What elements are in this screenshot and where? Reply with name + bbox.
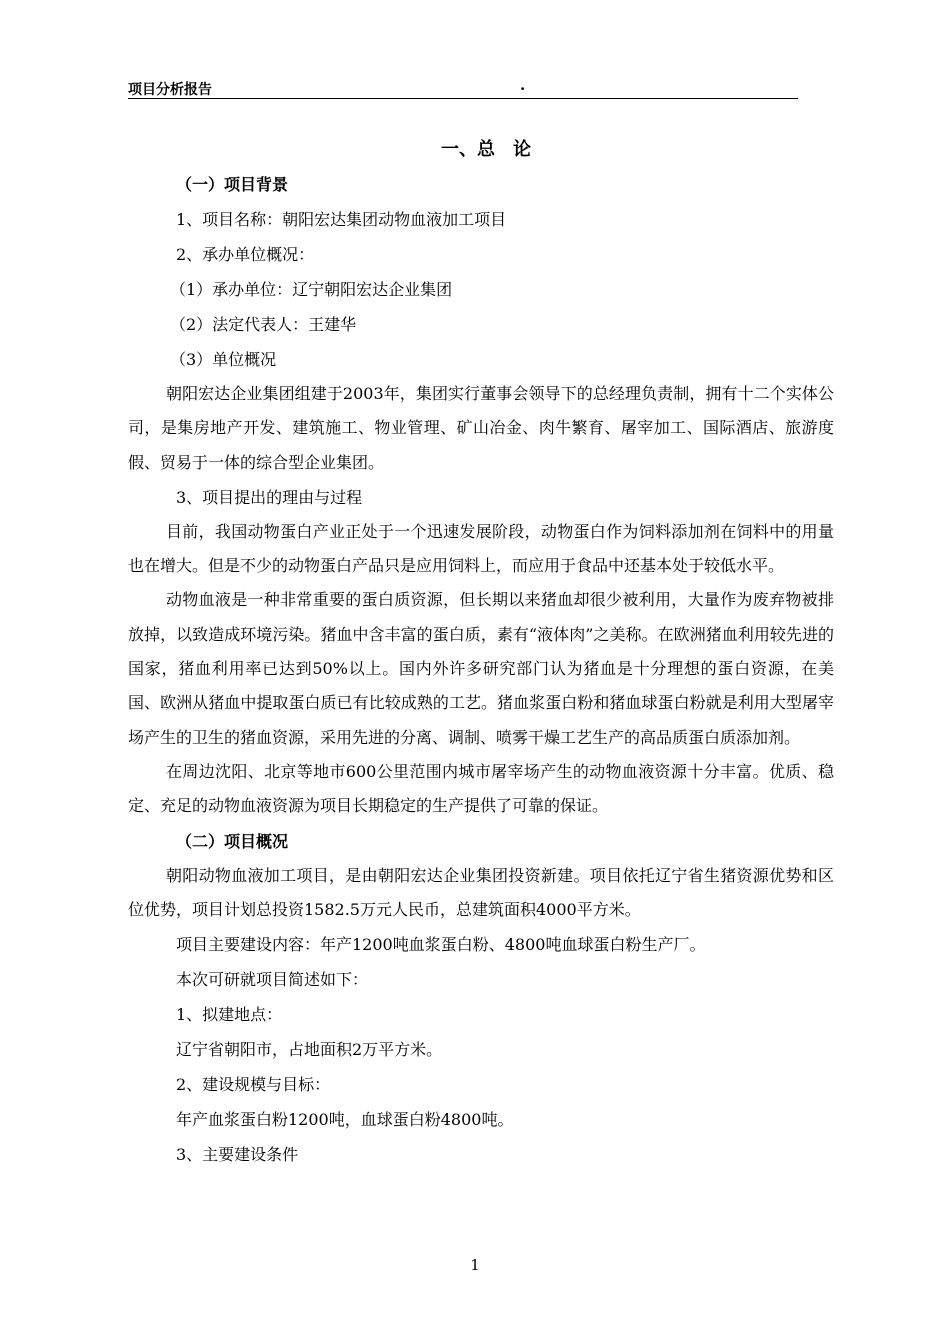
paragraph-company-overview: 朝阳宏达企业集团组建于2003年，集团实行董事会领导下的总经理负责制，拥有十二个实体公司，是集房地产开发、建筑施工、物业管理、矿山冶金、肉牛繁育、屠宰加工、国际酒店、旅游度假、贸易于一体的综合型企业集团。 bbox=[128, 384, 834, 472]
item-construction-conditions: 3、主要建设条件 bbox=[176, 1145, 299, 1165]
sub-legal-representative: （2）法定代表人：王建华 bbox=[170, 315, 357, 334]
page-header bbox=[128, 78, 798, 99]
item-project-name: 1、项目名称：朝阳宏达集团动物血液加工项目 bbox=[176, 210, 507, 229]
item-location: 1、拟建地点： bbox=[176, 1005, 283, 1025]
line-construction-content: 项目主要建设内容：年产1200吨血浆蛋白粉、4800吨血球蛋白粉生产厂。 bbox=[176, 935, 706, 955]
page-number: 1 bbox=[470, 1256, 480, 1274]
paragraph-blood-resource: 动物血液是一种非常重要的蛋白质资源，但长期以来猪血却很少被利用，大量作为废弃物被排放掉，以致造成环境污染。猪血中含丰富的蛋白质，素有“液体肉”之美称。在欧洲猪血利用较先进的国家，猪血利用率已达到50%以上。国内外许多研究部门认为猪血是十分理想的蛋白资源，在美国、欧洲从猪血中提取蛋白质已有比较成熟的工艺。猪血浆蛋白粉和猪血球蛋白粉就是利用大型屠宰场产生的卫生的猪血资源，采用先进的分离、调制、喷雾干燥工艺生产的高品质蛋白质添加剂。 bbox=[128, 590, 834, 747]
paragraph-regional-supply: 在周边沈阳、北京等地市600公里范围内城市屠宰场产生的动物血液资源十分丰富。优质、稳定、充足的动物血液资源为项目长期稳定的生产提供了可靠的保证。 bbox=[128, 761, 834, 816]
sub-organizer-unit: （1）承办单位：辽宁朝阳宏达企业集团 bbox=[170, 280, 453, 299]
item-organizer: 2、承办单位概况： bbox=[176, 245, 315, 264]
item-scale-goal: 2、建设规模与目标： bbox=[176, 1075, 331, 1095]
item-project-reason: 3、项目提出的理由与过程 bbox=[176, 487, 363, 507]
paragraph-project-overview: 朝阳动物血液加工项目，是由朝阳宏达企业集团投资新建。项目依托辽宁省生猪资源优势和区位优势，项目计划总投资1582.5万元人民币，总建筑面积4000平方米。 bbox=[128, 865, 834, 919]
header-title: 项目分析报告 bbox=[128, 82, 212, 98]
line-summary-intro: 本次可研就项目简述如下： bbox=[176, 970, 369, 990]
header-dot: . bbox=[520, 76, 526, 94]
section-title-background: （一）项目背景 bbox=[176, 175, 289, 194]
line-scale-detail: 年产血浆蛋白粉1200吨，血球蛋白粉4800吨。 bbox=[176, 1110, 514, 1130]
chapter-heading: 一、总 论 bbox=[441, 139, 531, 160]
sub-unit-overview: （3）单位概况 bbox=[170, 350, 277, 369]
document-body bbox=[128, 132, 834, 1172]
section-title-overview: （二）项目概况 bbox=[176, 831, 289, 851]
paragraph-industry-status: 目前，我国动物蛋白产业正处于一个迅速发展阶段，动物蛋白作为饲料添加剂在饲料中的用量也在增大。但是不少的动物蛋白产品只是应用饲料上，而应用于食品中还基本处于较低水平。 bbox=[128, 521, 834, 576]
line-location-detail: 辽宁省朝阳市，占地面积2万平方米。 bbox=[176, 1040, 443, 1060]
